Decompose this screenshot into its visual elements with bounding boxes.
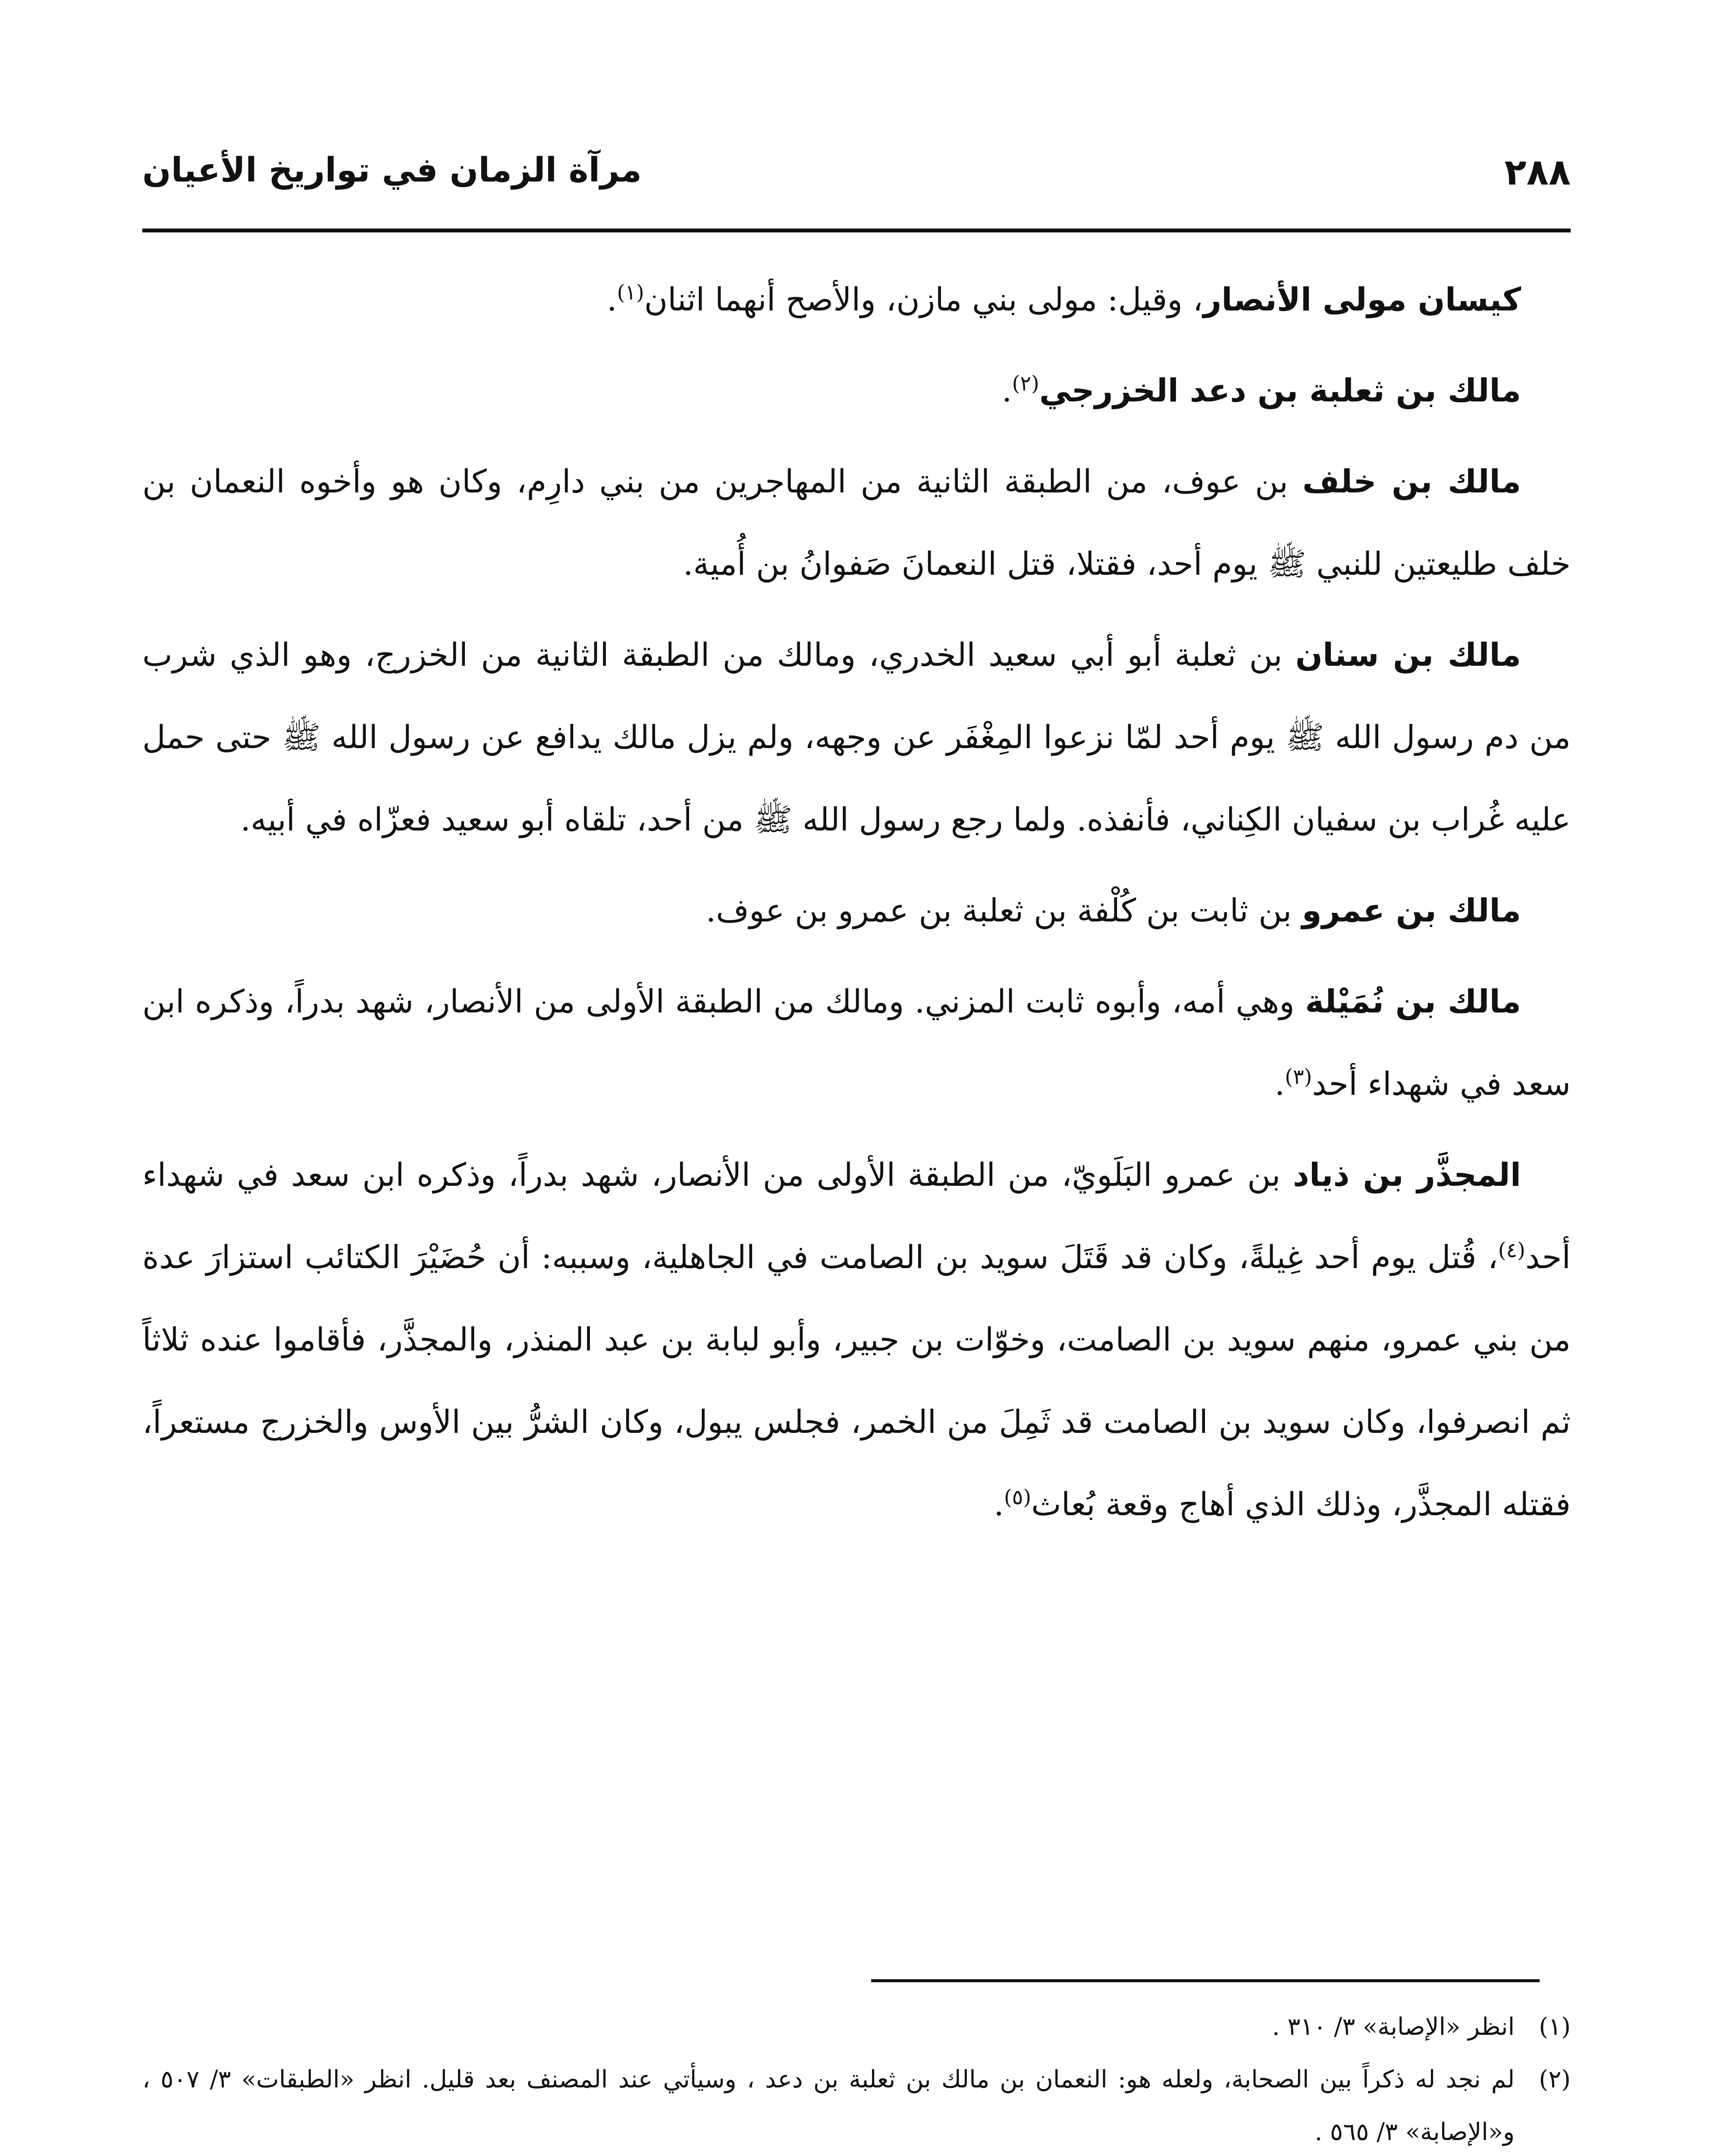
footnote-ref: (٣) [1285,1065,1312,1089]
entry-end: . [994,1486,1004,1523]
entry-end: . [1001,372,1012,409]
footnote-number: (٢) [1539,2065,1571,2093]
entry-malik-numayla [142,961,1571,1125]
entry-text: بن عوف، من الطبقة الثانية من المهاجرين من بني دارِم، وكان هو وأخوه النعمان بن خلف طليعتين للنبي ﷺ يوم أحد، فقتلا، قتل النعمانَ صَفوانُ بن أُمية. [142,463,1571,583]
entry-text: وهي أمه، وأبوه ثابت المزني. ومالك من الطبقة الأولى من الأنصار، شهد بدراً، وذكره ابن سعد في شهداء أحد [142,983,1571,1103]
entry-text: ، وقيل: مولى بني مازن، والأصح أنهما اثنان [644,281,1203,318]
entry-name: مالك بن ثعلبة بن دعد الخزرجي [1039,372,1521,409]
entry-name: مالك بن خلف [1302,463,1521,500]
footnote-1 [142,2001,1571,2053]
entry-name: مالك بن عمرو [1302,892,1521,929]
footnote-separator [871,1979,1540,1982]
entry-continuation: ، قُتل يوم أحد غِيلةً، وكان قد قَتَلَ سويد بن الصامت في الجاهلية، وسببه: أن حُضَيْرَ الكتائب استزارَ عدة من بني عمرو، منهم سويد بن الصامت، وخوّات بن جبير، وأبو لبابة بن عبد المنذر، والمجذَّر، فأقاموا عنده ثلاثاً ثم انصرفوا، وكان سويد بن الصامت قد ثَمِلَ من الخمر، فجلس يبول، وكان الشرُّ بين الأوس والخزرج مستعراً، فقتله المجذَّر، وذلك الذي أهاج وقعة بُعاث [142,1239,1571,1523]
entry-name: مالك بن نُمَيْلة [1305,983,1521,1020]
footnote-ref: (٥) [1004,1485,1032,1510]
entry-text: بن ثعلبة أبو أبي سعيد الخدري، ومالك من الطبقة الثانية من الخزرج، وهو الذي شرب من دم رسول الله ﷺ يوم أحد لمّا نزعوا المِغْفَر عن وجهه، ولم يزل مالك يدافع عن رسول الله ﷺ حتى حمل عليه غُراب بن سفيان الكِناني، فأنفذه. ولما رجع رسول الله ﷺ من أحد، تلقاه أبو سعيد فعزّاه في أبيه. [142,636,1571,838]
entry-end: . [1274,1065,1285,1103]
running-title: مرآة الزمان في تواريخ الأعيان [142,151,642,190]
entry-malik-khalaf [142,441,1571,605]
header-rule [142,229,1571,232]
entry-text: بن ثابت بن كُلْفة بن ثعلبة بن عمرو بن عوف. [706,892,1302,929]
entry-malik-amr [142,870,1571,952]
entry-name: مالك بن سنان [1295,636,1521,674]
page-header [142,142,1571,216]
main-text [142,259,1571,1554]
footnote-number: (١) [1539,2013,1571,2041]
entry-malik-thalaba [142,350,1571,432]
entry-name: كيسان مولى الأنصار [1203,281,1521,318]
entry-text: بن عمرو البَلَويّ، من الطبقة الأولى من الأنصار، شهد بدراً، وذكره ابن سعد في شهداء أحد [142,1156,1571,1276]
entry-kaysan [142,259,1571,341]
footnote-ref: (٢) [1012,371,1039,396]
footnote-2 [142,2053,1571,2156]
footnote-ref: (٤) [1498,1238,1525,1263]
entry-mujadhdhar [142,1134,1571,1546]
entry-malik-sinan [142,614,1571,861]
footnote-ref: (١) [617,280,644,305]
footnote-text: لم نجد له ذكراً بين الصحابة، ولعله هو: النعمان بن مالك بن ثعلبة بن دعد ، وسيأتي عند المصنف بعد قليل. انظر «الطبقات» ٣/ ٥٠٧ ، و«الإصابة» ٣/ ٥٦٥ . [142,2065,1515,2146]
entry-end: . [606,281,617,318]
footnotes [142,2001,1571,2156]
page-number: ٢٨٨ [1504,151,1571,193]
entry-name: المجذَّر بن ذياد [1293,1156,1521,1194]
footnote-text: انظر «الإصابة» ٣/ ٣١٠ . [1272,2013,1515,2041]
